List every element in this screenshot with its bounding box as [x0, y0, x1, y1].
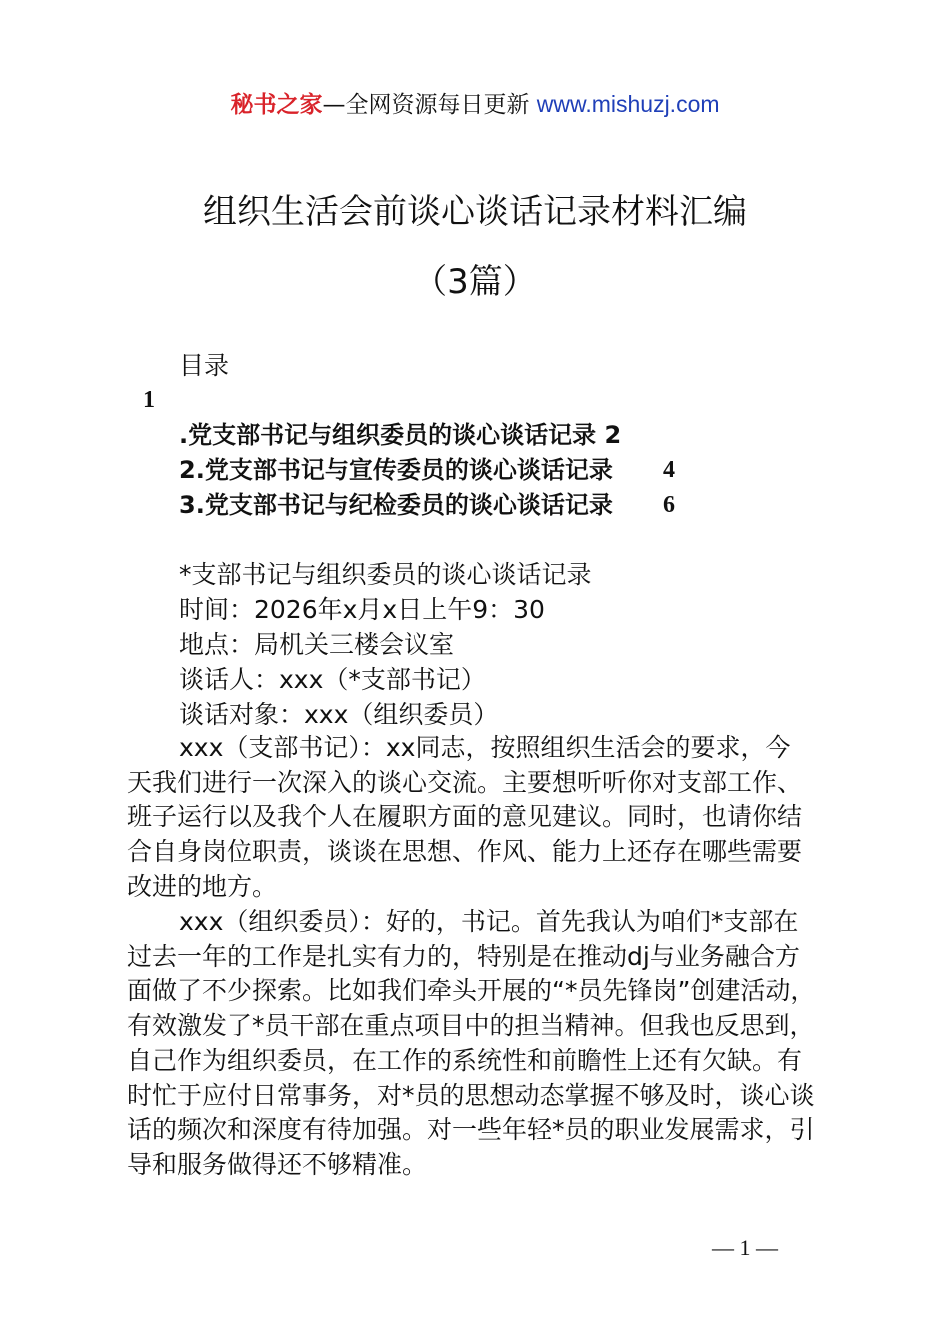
paragraph-line: 话的频次和深度有待加强。对一些年轻*员的职业发展需求，引: [127, 1115, 815, 1145]
meta-target: 谈话对象：xxx（组织委员）: [179, 700, 499, 729]
toc-item-2-page: 4: [663, 457, 675, 483]
paragraph-line: 导和服务做得还不够精准。: [127, 1149, 428, 1179]
paragraph-secretary: [127, 731, 837, 905]
paragraph-committee-member: [127, 905, 837, 1183]
paragraph-line: 过去一年的工作是扎实有力的，特别是在推动dj与业务融合方: [127, 941, 800, 971]
document-title: 组织生活会前谈心谈话记录材料汇编: [203, 192, 747, 232]
toc-heading: 目录: [179, 351, 230, 380]
site-header: [0, 88, 950, 121]
toc-item-1[interactable]: .党支部书记与组织委员的谈心谈话记录 2: [179, 421, 622, 449]
header-tagline: —全网资源每日更新: [322, 92, 530, 118]
paragraph-line: 面做了不少探索。比如我们牵头开展的“*员先锋岗”创建活动，: [127, 976, 816, 1006]
toc-item-3[interactable]: 3.党支部书记与纪检委员的谈心谈话记录: [179, 491, 613, 519]
brand-name: 秘书之家: [230, 92, 323, 118]
paragraph-line: 改进的地方。: [127, 871, 278, 901]
paragraph-line: 时忙于应付日常事务，对*员的思想动态掌握不够及时，谈心谈: [127, 1080, 815, 1110]
paragraph-line: 自己作为组织委员，在工作的系统性和前瞻性上还有欠缺。有: [127, 1045, 803, 1075]
paragraph-line: xxx（组织委员）：好的，书记。首先我认为咱们*支部在: [179, 907, 799, 936]
toc-item-2[interactable]: 2.党支部书记与宣传委员的谈心谈话记录: [179, 456, 613, 484]
section-title: *支部书记与组织委员的谈心谈话记录: [179, 560, 592, 589]
paragraph-line: xxx（支部书记）：xx同志，按照组织生活会的要求，今: [179, 733, 791, 762]
document-subtitle: （3篇）: [413, 262, 537, 302]
meta-time: 时间：2026年x月x日上午9：30: [179, 595, 545, 624]
paragraph-line: 班子运行以及我个人在履职方面的意见建议。同时，也请你结: [127, 802, 803, 832]
paragraph-line: 合自身岗位职责，谈谈在思想、作风、能力上还存在哪些需要: [127, 837, 803, 867]
meta-speaker: 谈话人：xxx（*支部书记）: [179, 665, 486, 694]
paragraph-line: 天我们进行一次深入的谈心交流。主要想听听你对支部工作、: [127, 767, 803, 797]
page-number: — 1 —: [712, 1235, 778, 1260]
toc-item-1-number: 1: [143, 387, 155, 413]
meta-place: 地点：局机关三楼会议室: [179, 630, 455, 659]
paragraph-line: 有效激发了*员干部在重点项目中的担当精神。但我也反思到，: [127, 1011, 815, 1041]
toc-item-3-page: 6: [663, 492, 675, 518]
site-url-link[interactable]: www.mishuzj.com: [536, 91, 720, 117]
